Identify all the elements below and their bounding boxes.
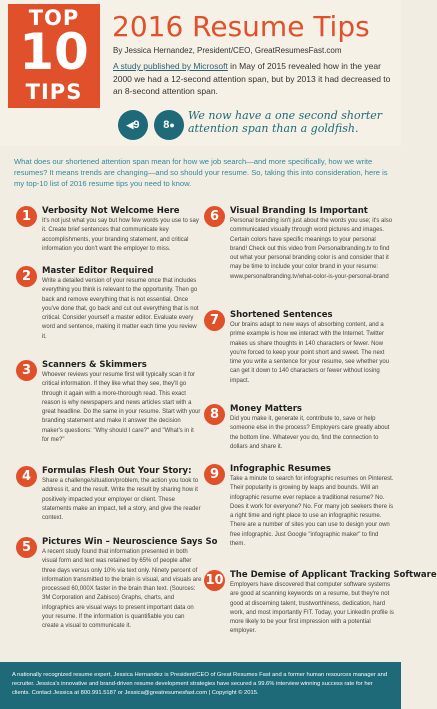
goldfish-punchline: We now have a one second shorter attention span than a goldfish. <box>188 109 383 135</box>
tip-title: Master Editor Required <box>42 266 154 276</box>
tip-body: Share a challenge/situation/problem, the action you took to address it, and the result. Write the result by sharing how it positively impacted your employer or client. These statements make an impact, tell a story, and give the reader context. <box>42 478 201 522</box>
tip-number-badge: 7 <box>204 310 225 331</box>
tip-body: Personal branding isn't just about the words you use; it's also communicated visually through word pictures and images. Certain colors have specific meanings to your personal brand! Check out this video from Personalbranding.tv to find out what your personal branding color is and consider that it may be time to include your color brand in your resume: www.personalbranding.tv/what-color-is-your-personal-brand <box>230 218 393 280</box>
tip-title: Money Matters <box>230 404 302 414</box>
tip-number-badge: 2 <box>16 266 37 287</box>
human-badge <box>154 110 184 140</box>
tip-number-badge: 1 <box>16 206 37 227</box>
tip-body: It's not just what you say but how few words you use to say it. Create brief sentences that communicate key accomplishments, your branding statement, and critical information you don't want the employer to miss. <box>42 218 199 252</box>
tip-title: Infographic Resumes <box>230 464 331 474</box>
tip-body: Take a minute to search for infographic resumes on Pinterest. Their popularity is growing by leaps and bounds. Will an infographic resume ever replace a traditional resume? No. Does it work for everyone? No. For many job seekers there is a right time and right place to use an infographic resume. There are a number of sites you can use to design your own free infographic. Just Google "infographic maker" to find them. <box>230 476 394 548</box>
person-icon: ● <box>169 120 175 130</box>
tip-number-badge: 10 <box>204 570 225 591</box>
attention-badges <box>118 110 182 140</box>
tip-body: Did you make it, generate it, contribute to, save or help someone else in the process? Employers care greatly about the bottom line. Whatever you do, find the connection to dollars and share it. <box>230 416 390 450</box>
logo-line-number: 10 <box>19 23 89 81</box>
tip-title: Shortened Sentences <box>230 310 333 320</box>
intro-paragraph <box>113 60 395 98</box>
tip-number-badge: 4 <box>16 466 37 487</box>
tip-title: Formulas Flesh Out Your Story: <box>42 466 192 476</box>
tip-body: Employers have discovered that computer software systems are good at scanning keywords on a resume, but they're not good at discerning talent, trustworthiness, dedication, hard work, and most importantly FIT. Today, your LinkedIn profile is more likely to be your first impression with a potential employer. <box>230 582 394 635</box>
intro-text: in May of 2015 revealed how in the year 2000 we had a 12-second attention span, but by 2013 it had decreased to an 8-second attention span. <box>113 61 391 96</box>
tip-number-badge: 3 <box>16 360 37 381</box>
header <box>0 0 401 146</box>
byline: By Jessica Hernandez, President/CEO, GreatResumesFast.com <box>113 46 342 55</box>
tip-number-badge: 9 <box>204 464 225 485</box>
tip-title: Visual Branding Is Important <box>230 206 368 216</box>
tip-number-badge: 8 <box>204 404 225 425</box>
tip-body: Whoever reviews your resume first will typically scan it for critical information. If they like what they see, they'll go through it again with a more-thorough read. This exact reason is why newspapers and news articles start with a great headline. Do the same in your resume. Start with your branding statement and make it answer the decision maker's questions: "Why should I care?" and "What's in it for me?" <box>42 372 201 444</box>
logo-line-top: TOP <box>28 6 80 30</box>
tip-body: Our brains adapt to new ways of absorbing content, and a prime example is how we interact with the Internet. Twitter makes us share thoughts in 140 characters or fewer. Now you're forced to keep your point short and sweet. The next time you write a sentence for your resume, see whether you can get it down to 140 characters or fewer without losing impact. <box>230 322 390 384</box>
goldfish-badge <box>118 110 148 140</box>
tip-title: Scanners & Skimmers <box>42 360 147 370</box>
tip-number-badge: 6 <box>204 206 225 227</box>
page-title: 2016 Resume Tips <box>112 10 370 43</box>
fish-icon: ◀ <box>126 120 134 130</box>
logo-line-tips: TIPS <box>25 80 83 104</box>
human-number: 8 <box>163 119 170 131</box>
tip-title: Pictures Win – Neuroscience Says So <box>42 537 218 547</box>
tip-title: The Demise of Applicant Tracking Software <box>230 570 437 580</box>
tip-number-badge: 5 <box>16 537 37 558</box>
microsoft-study-link[interactable]: A study published by Microsoft <box>113 61 228 71</box>
footer-bio: A nationally recognized resume expert, Jessica Hernandez is President/CEO of Great Resumes Fast and a former human resources manager and recruiter. Jessica's innovative and brand-driven resume development strategies have secured a 99.6% interview winning success rate for her clients. Contact Jessica at 800.991.5187 or Jessica@greatresumesfast.com | Copyright © 2015. <box>0 662 401 709</box>
tip-body: A recent study found that information presented in both visual form and text was retained by 65% of people after three days versus only 10% via text only. Ninety percent of information transmitted to the brain is visual, and visuals are processed 60,000X faster in the brain than text. (Sources: 3M Corporation and Zabisco) Graphs, charts, and infographics are visual ways to present important data on your resume. If the information is quantifiable you can create a visual to communicate it. <box>42 549 202 630</box>
tip-title: Verbosity Not Welcome Here <box>42 206 180 216</box>
top-10-tips-logo <box>8 4 100 108</box>
tip-body: Write a detailed version of your resume once that includes everything you think is relevant to the opportunity. Then go back and remove everything that is not essential. Once you've done that, go back and cut out everything that is not critical. Consider yourself a master editor. Evaluate every word and sentence, making it matter each time you review it. <box>42 278 199 340</box>
goldfish-number: 9 <box>133 119 140 131</box>
lead-paragraph: What does our shortened attention span mean for how we job search—and more specifically, how we write resumes? It means trends are changing—and so should your resume. So, taking this into consideration, here is my top-10 list of 2016 resume tips you need to know. <box>14 157 388 188</box>
